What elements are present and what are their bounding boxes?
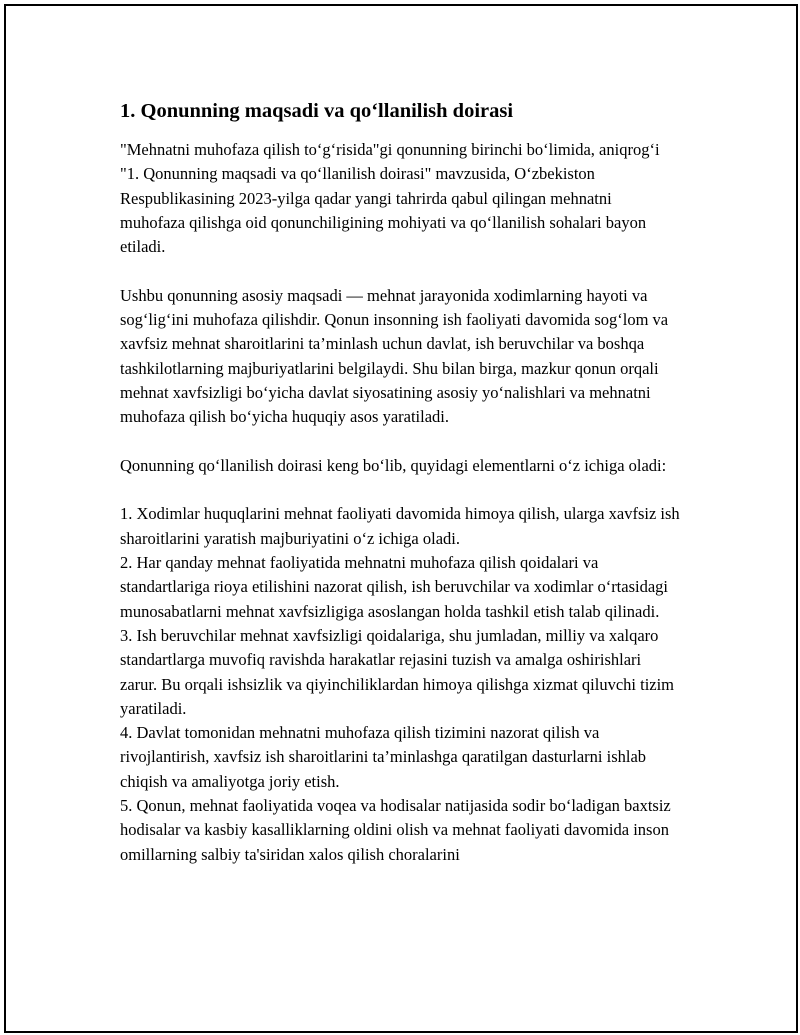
list-item-3: 3. Ish beruvchilar mehnat xavfsizligi qoidalariga, shu jumladan, milliy va xalqaro standartlarga muvofiq ravishda harakatlar rejasini tuzish va amalga oshirishlari zarur. Bu orqali ishsizlik va qiyinchiliklardan himoya qilishga xizmat qiluvchi tizim yaratiladi. — [120, 625, 675, 718]
paragraph-spacer — [120, 259, 680, 283]
intro-paragraph: "Mehnatni muhofaza qilish to‘g‘risida"gi qonunning birinchi bo‘limida, aniqrog‘i "1. Qonunning maqsadi va qo‘llanilish doirasi" mavzusida, O‘zbekiston Respublikasining 2023-yilga qadar yangi tahrirda qabul qilingan mehnatni muhofaza qilishga oid qonunchiligining mohiyati va qo‘llanilish sohalari bayon etiladi. — [120, 140, 660, 257]
document-body — [120, 98, 680, 867]
list-item-4: 4. Davlat tomonidan mehnatni muhofaza qilish tizimini nazorat qilish va rivojlantirish, xavfsiz ish sharoitlarini ta’minlashga qaratilgan dasturlarni ishlab chiqish va amaliyotga joriy etish. — [120, 723, 647, 791]
document-page — [4, 4, 798, 1033]
paragraph-spacer — [120, 430, 680, 454]
list-item-2: 2. Har qanday mehnat faoliyatida mehnatni muhofaza qilish qoidalari va standartlariga rioya etilishini nazorat qilish, ish beruvchilar va xodimlar o‘rtasidagi munosabatlarni mehnat xavfsizligiga asoslangan holda tashkil etish talab qilinadi. — [120, 553, 669, 621]
paragraph-spacer — [120, 478, 680, 502]
purpose-paragraph: Ushbu qonunning asosiy maqsadi — mehnat jarayonida xodimlarning hayoti va sog‘lig‘ini muhofaza qilishdir. Qonun insonning ish faoliyati davomida sog‘lom va xavfsiz mehnat sharoitlarini ta’minlash uchun davlat, ish beruvchilar va boshqa tashkilotlarning majburiyatlarini belgilaydi. Shu bilan birga, mazkur qonun orqali mehnat xavfsizligi bo‘yicha davlat siyosatining asosiy yo‘nalishlari va mehnatni muhofaza qilish bo‘yicha huquqiy asos yaratiladi. — [120, 285, 669, 427]
list-item-1: 1. Xodimlar huquqlarini mehnat faoliyati davomida himoya qilish, ularga xavfsiz ish sharoitlarini yaratish majburiyatini o‘z ichiga oladi. — [120, 504, 680, 548]
section-heading: 1. Qonunning maqsadi va qo‘llanilish doirasi — [120, 100, 514, 122]
scope-paragraph: Qonunning qo‘llanilish doirasi keng bo‘lib, quyidagi elementlarni o‘z ichiga oladi: — [120, 455, 667, 475]
list-item-5: 5. Qonun, mehnat faoliyatida voqea va hodisalar natijasida sodir bo‘ladigan baxtsiz hodisalar va kasbiy kasalliklarning oldini olish va mehnat faoliyati davomida inson omillarning salbiy ta'siridan xalos qilish choralarini — [120, 796, 671, 864]
